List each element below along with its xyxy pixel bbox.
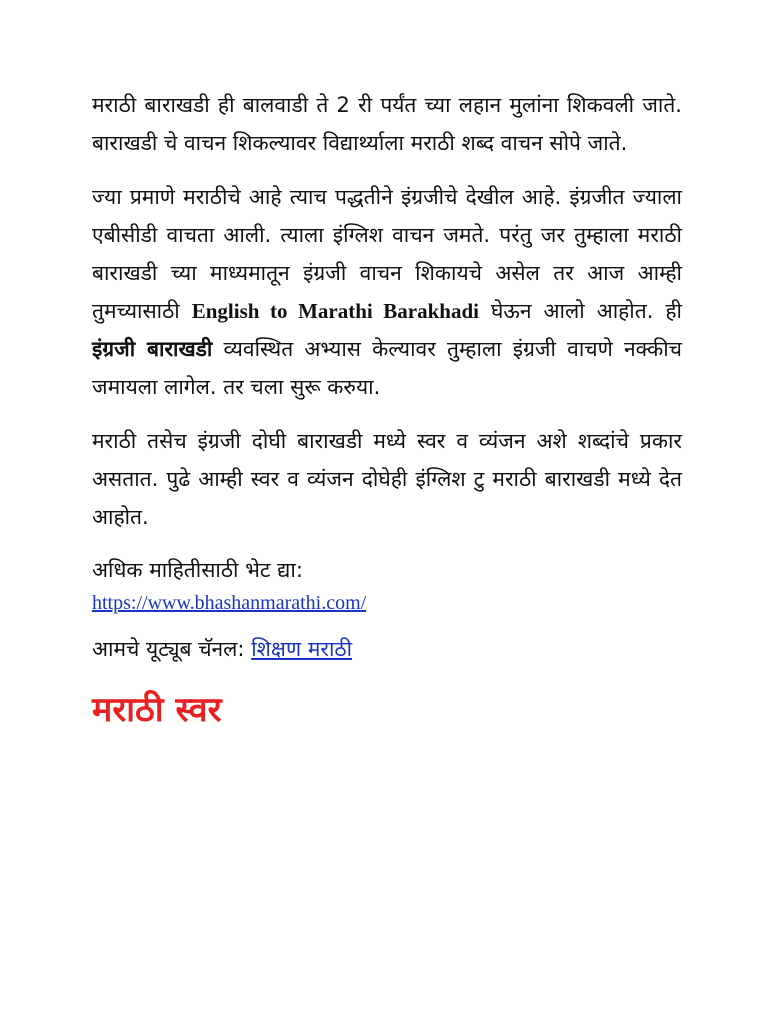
english-to-marathi-title: English to Marathi Barakhadi	[191, 299, 480, 323]
types-paragraph: मराठी तसेच इंग्रजी दोघी बाराखडी मध्ये स्वर व व्यंजन अशे शब्दांचे प्रकार असतात. पुढे आम्ही स्वर व व्यंजन दोघेही इंग्लिश टु मराठी बाराखडी मध्ये देत आहोत.	[92, 429, 682, 529]
method-text-middle: घेऊन आलो आहोत. ही	[491, 299, 682, 323]
more-info-label: अधिक माहितीसाठी भेट द्या:	[92, 558, 303, 582]
method-paragraph	[92, 178, 682, 406]
document-body	[92, 86, 682, 736]
section-heading: मराठी स्वर	[92, 690, 222, 730]
youtube-channel-link[interactable]: शिक्षण मराठी	[251, 637, 353, 661]
youtube-line	[92, 630, 682, 668]
more-info-block	[92, 552, 682, 618]
intro-paragraph: मराठी बाराखडी ही बालवाडी ते 2 री पर्यंत च्या लहान मुलांना शिकवली जाते. बाराखडी चे वाचन शिकल्यावर विद्यार्थ्याला मराठी शब्द वाचन सोपे जाते.	[92, 93, 682, 155]
method-text-start: ज्या प्रमाणे मराठीचे आहे त्याच पद्धतीने इंग्रजीचे देखील आहे. इंग्रजीत ज्याला एबीसीडी वाचता आली. त्याला इंग्लिश वाचन जमते. परंतु जर तुम्हाला मराठी बाराखडी च्या माध्यमातून इंग्रजी वाचन शिकायचे असेल तर आज आम्ही तुमच्यासाठी	[92, 185, 682, 323]
website-link[interactable]: https://www.bhashanmarathi.com/	[92, 592, 367, 614]
method-text-end: व्यवस्थित अभ्यास केल्यावर तुम्हाला इंग्रजी वाचणे नक्कीच जमायला लागेल. तर चला सुरू करुया.	[92, 337, 682, 399]
english-barakhadi-term: इंग्रजी बाराखडी	[92, 337, 213, 361]
youtube-label: आमचे यूट्यूब चॅनल:	[92, 637, 245, 661]
